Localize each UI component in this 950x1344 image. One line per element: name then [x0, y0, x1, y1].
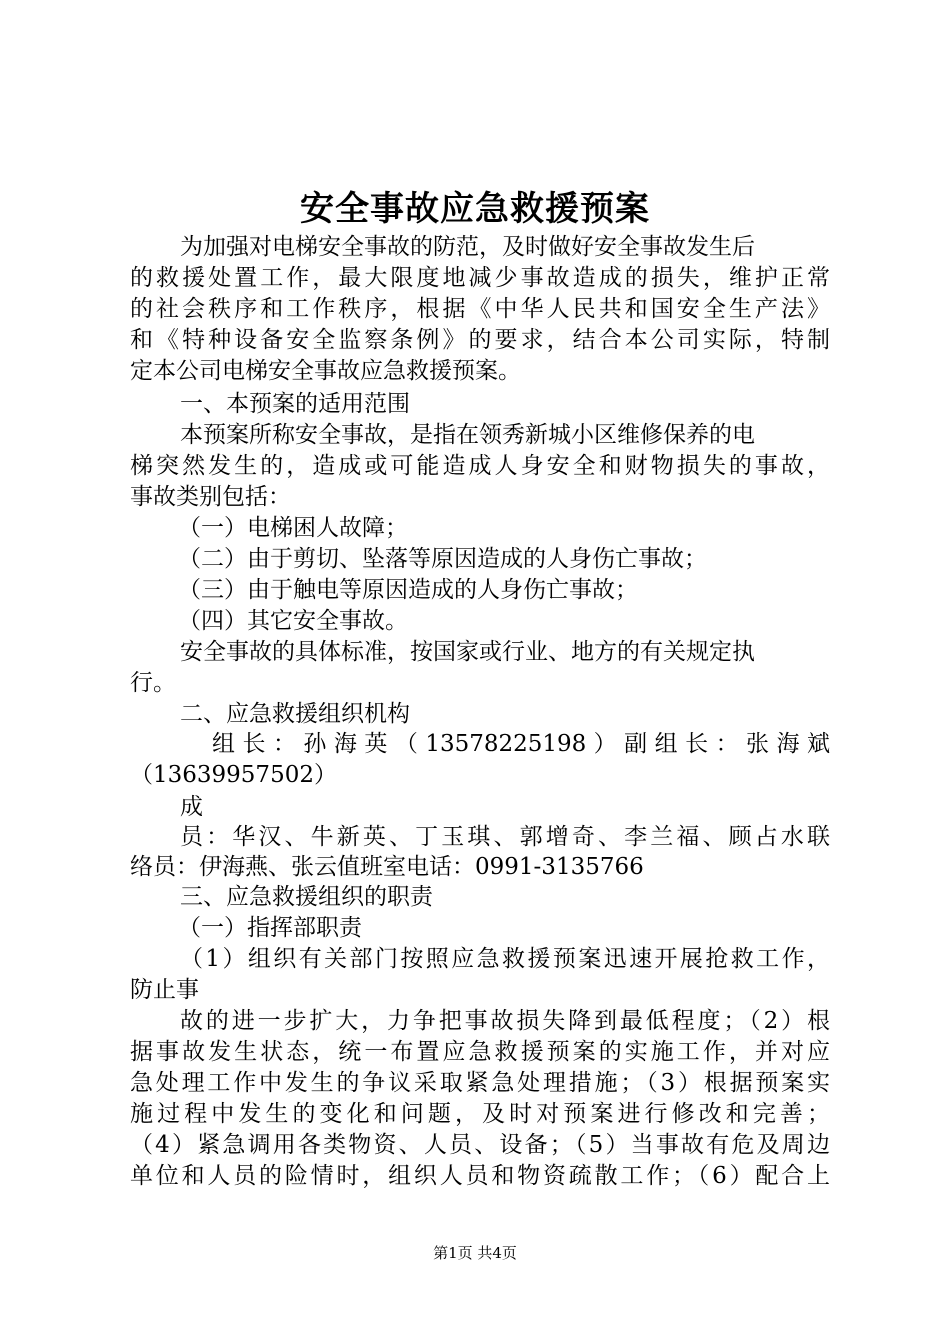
- paragraph-line: 为加强对电梯安全事故的防范，及时做好安全事故发生后: [180, 234, 755, 260]
- paragraph-line: 的救援处置工作，最大限度地减少事故造成的损失，维护正常: [130, 265, 830, 291]
- section-heading: 三、应急救援组织的职责: [180, 884, 433, 910]
- paragraph-line: 员：华汉、牛新英、丁玉琪、郭增奇、李兰福、顾占水联: [180, 824, 830, 850]
- list-item: （一）电梯困人故障；: [178, 515, 408, 541]
- paragraph-line: 行。: [130, 670, 176, 696]
- paragraph-line: 的社会秩序和工作秩序，根据《中华人民共和国安全生产法》: [130, 296, 830, 322]
- paragraph-line: 据事故发生状态，统一布置应急救援预案的实施工作，并对应: [130, 1039, 830, 1065]
- list-item: （三）由于触电等原因造成的人身伤亡事故；: [178, 577, 638, 603]
- paragraph-line: 组 长 ： 孙 海 英 （ 13578225198 ） 副 组 长 ： 张 海 斌: [212, 731, 830, 757]
- section-heading: 一、本预案的适用范围: [180, 391, 410, 417]
- paragraph-line: 单位和人员的险情时，组织人员和物资疏散工作；（6）配合上: [130, 1163, 830, 1189]
- list-item: （四）其它安全事故。: [178, 608, 408, 634]
- subsection-heading: （一）指挥部职责: [178, 915, 362, 941]
- list-item: （二）由于剪切、坠落等原因造成的人身伤亡事故；: [178, 546, 707, 572]
- section-heading: 二、应急救援组织机构: [180, 701, 410, 727]
- paragraph-line: 故的进一步扩大，力争把事故损失降到最低程度；（2）根: [180, 1008, 830, 1034]
- paragraph-line: 定本公司电梯安全事故应急救援预案。: [130, 358, 521, 384]
- paragraph-line: （4）紧急调用各类物资、人员、设备；（5）当事故有危及周边: [130, 1132, 830, 1158]
- paragraph-line: 安全事故的具体标准，按国家或行业、地方的有关规定执: [180, 639, 755, 665]
- paragraph-line: 施过程中发生的变化和问题，及时对预案进行修改和完善；: [130, 1101, 830, 1127]
- paragraph-line: （13639957502）: [130, 762, 337, 788]
- paragraph-line: 防止事: [130, 977, 199, 1003]
- page-footer: 第1页 共4页: [433, 1244, 517, 1262]
- paragraph-line: 络员：伊海燕、张云值班室电话：0991-3135766: [130, 854, 644, 880]
- paragraph-line: 事故类别包括：: [130, 484, 291, 510]
- paragraph-line: 本预案所称安全事故，是指在领秀新城小区维修保养的电: [180, 422, 755, 448]
- paragraph-line: 梯突然发生的，造成或可能造成人身安全和财物损失的事故，: [130, 453, 830, 479]
- paragraph-line: （1）组织有关部门按照应急救援预案迅速开展抢救工作，: [180, 946, 830, 972]
- paragraph-line: 急处理工作中发生的争议采取紧急处理措施；（3）根据预案实: [130, 1070, 830, 1096]
- paragraph-line: 成: [180, 794, 203, 820]
- paragraph-line: 和《特种设备安全监察条例》的要求，结合本公司实际，特制: [130, 327, 830, 353]
- document-title: 安全事故应急救援预案: [300, 189, 650, 229]
